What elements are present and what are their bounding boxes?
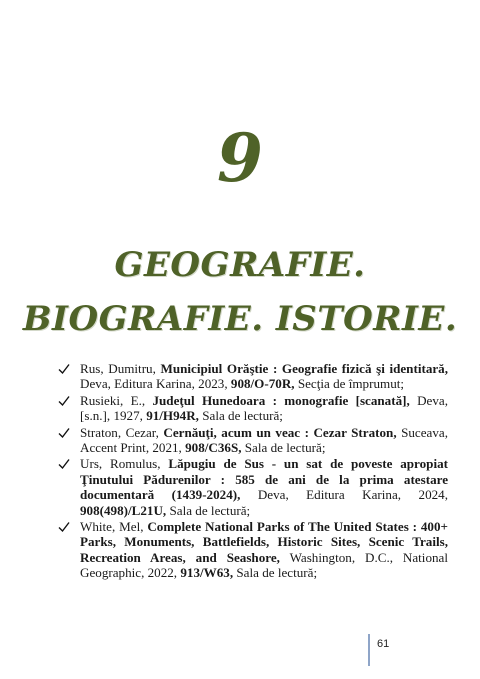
entry-title: Judeţul Hunedoara : monografie [scanată], [152,392,410,408]
bibliography-list [56,361,448,582]
entry-title: Lăpugiu de Sus - un sat de poveste apropiat Ţinutului Pădurenilor : 585 de ani de la prima atestare documentară (1439-2024), [80,456,448,503]
check-icon [58,395,70,407]
check-icon [58,521,70,533]
entry-call-number: 913/W63, [180,565,234,581]
chapter-number: 9 [217,119,263,197]
entry-author: Rus, Dumitru, [80,361,161,376]
bibliography-entry [56,456,448,518]
entry-author: Straton, Cezar, [80,424,164,440]
entry-publication: Deva, Editura Karina, 2023, [80,376,231,392]
page-number: 61 [377,638,390,650]
entry-location: Sala de lectură; [241,440,326,456]
check-icon [58,363,70,375]
entry-author: Urs, Romulus, [80,456,169,472]
entry-publication: Deva, Editura Karina, 2024, [240,487,448,503]
bibliography-entry [56,361,448,392]
entry-call-number: 91/H94R, [146,408,199,424]
bibliography-entry [56,425,448,456]
chapter-title-line1: GEOGRAFIE. [114,245,366,285]
entry-call-number: 908/C36S, [185,440,242,456]
entry-location: Sala de lectură; [198,408,283,424]
entry-publication: Suceava, Accent Print, 2021, [80,424,448,456]
check-icon [58,458,70,470]
entry-author: Rusieki, E., [80,392,153,408]
entry-title: Complete National Parks of The United States : 400+ Parks, Monuments, Battlefields, Historic Sites, Scenic Trails, Recreation Areas, and Seashore, [80,519,448,565]
entry-title: Cernăuţi, acum un veac : Cezar Straton, [163,424,397,440]
entry-author: White, Mel, [80,519,148,535]
check-icon [58,427,70,439]
entry-location: Sala de lectură; [166,502,251,518]
page-number-rule [368,634,370,666]
entry-call-number: 908(498)/L21U, [80,502,167,518]
bibliography-entry [56,393,448,424]
entry-location: Secţia de împrumut; [294,376,405,392]
entry-publication: Deva, [s.n.], 1927, [80,392,448,424]
chapter-title-line2: BIOGRAFIE. ISTORIE. [22,299,458,339]
entry-call-number: 908/O-70R, [230,376,295,392]
bibliography-entry [56,519,448,581]
entry-title: Municipiul Orăştie : Geografie fizică şi identitară, [160,361,448,376]
entry-publication: Washington, D.C., National Geographic, 2022, [80,549,448,581]
entry-location: Sala de lectură; [233,565,318,581]
